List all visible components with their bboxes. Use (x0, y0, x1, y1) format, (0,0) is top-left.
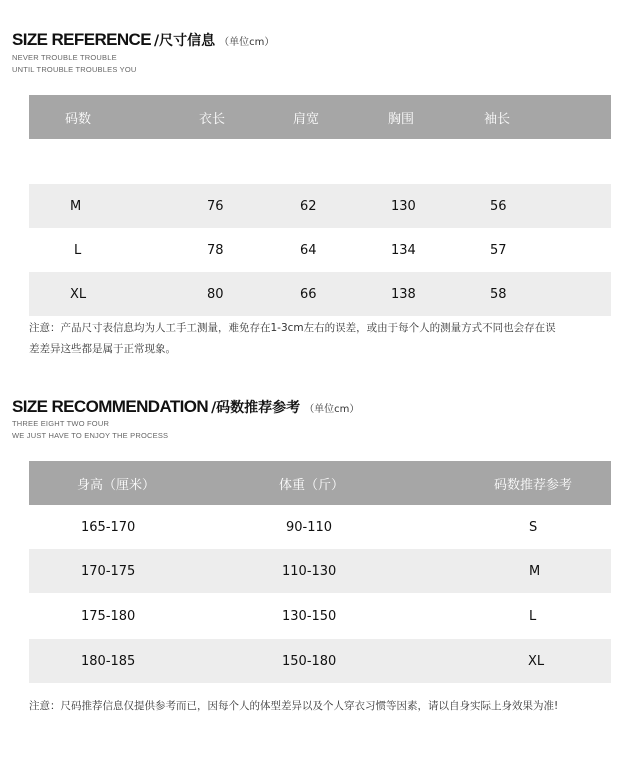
header-cell-height: 身高（厘米） (77, 477, 156, 493)
header-cell-weight: 体重（斤） (279, 477, 345, 493)
table-cell: L (74, 242, 82, 258)
table-cell: L (529, 608, 537, 624)
header-cell-chest: 胸围 (388, 111, 415, 127)
table-cell: 175-180 (81, 608, 136, 624)
size-reference-heading (12, 30, 274, 50)
header-cell-length: 衣长 (199, 111, 226, 127)
size-recommendation-heading (12, 397, 359, 417)
table-cell: S (529, 519, 538, 535)
table-cell: 66 (300, 286, 317, 302)
table-row (29, 272, 611, 316)
note-line: 注意：产品尺寸表信息均为人工手工测量，难免存在1-3cm左右的误差，或由于每个人的测量方式不同也会存在误 (29, 322, 556, 334)
table-cell: 62 (300, 198, 317, 214)
subtitle-line: UNTIL TROUBLE TROUBLES YOU (12, 65, 137, 74)
table-row (29, 184, 611, 228)
table-cell: 76 (207, 198, 224, 214)
table-cell: XL (70, 286, 87, 302)
table-cell: 130 (391, 198, 416, 214)
size-reference-unit: （单位cm） (219, 37, 275, 48)
table-cell: 78 (207, 242, 224, 258)
subtitle-line: NEVER TROUBLE TROUBLE (12, 53, 117, 62)
table-cell: XL (528, 653, 545, 669)
table-cell: 138 (391, 286, 416, 302)
table-cell: 170-175 (81, 563, 136, 579)
table-cell: 165-170 (81, 519, 136, 535)
table-row (29, 639, 611, 683)
size-recommendation-title-cn: /码数推荐参考 (211, 400, 301, 416)
table-cell: M (529, 563, 541, 579)
subtitle-line: THREE EIGHT TWO FOUR (12, 419, 110, 428)
table-cell: 134 (391, 242, 416, 258)
size-reference-subtitle (12, 52, 137, 76)
table-cell: 57 (490, 242, 507, 258)
table-cell: 90-110 (286, 519, 333, 535)
table-row (29, 594, 611, 638)
size-reference-title-en: SIZE REFERENCE (12, 30, 151, 49)
table-row (29, 228, 611, 272)
header-cell-recommended-size: 码数推荐参考 (494, 477, 573, 493)
size-recommendation-header-row (29, 461, 611, 505)
size-recommendation-subtitle (12, 418, 168, 442)
table-row (29, 549, 611, 593)
table-cell: 80 (207, 286, 224, 302)
size-reference-note (29, 318, 619, 360)
table-cell: 110-130 (282, 563, 337, 579)
table-cell: 58 (490, 286, 507, 302)
header-cell-size: 码数 (65, 111, 92, 127)
size-recommendation-note (29, 696, 619, 717)
size-recommendation-title-en: SIZE RECOMMENDATION (12, 397, 209, 416)
table-cell: 150-180 (282, 653, 337, 669)
size-reference-header-row (29, 95, 611, 139)
table-cell: 180-185 (81, 653, 136, 669)
header-cell-shoulder: 肩宽 (293, 111, 320, 127)
subtitle-line: WE JUST HAVE TO ENJOY THE PROCESS (12, 431, 169, 440)
note-line: 差差异这些都是属于正常现象。 (29, 343, 176, 355)
note-line: 注意：尺码推荐信息仅提供参考而已，因每个人的体型差异以及个人穿衣习惯等因素，请以自身实际上身效果为准! (29, 700, 559, 712)
table-cell: 56 (490, 198, 507, 214)
table-row (29, 505, 611, 549)
size-reference-title-cn: /尺寸信息 (153, 33, 216, 49)
header-cell-sleeve: 袖长 (484, 111, 511, 127)
size-recommendation-unit: （单位cm） (304, 404, 360, 415)
table-cell: 130-150 (282, 608, 337, 624)
table-cell: M (70, 198, 82, 214)
table-cell: 64 (300, 242, 317, 258)
